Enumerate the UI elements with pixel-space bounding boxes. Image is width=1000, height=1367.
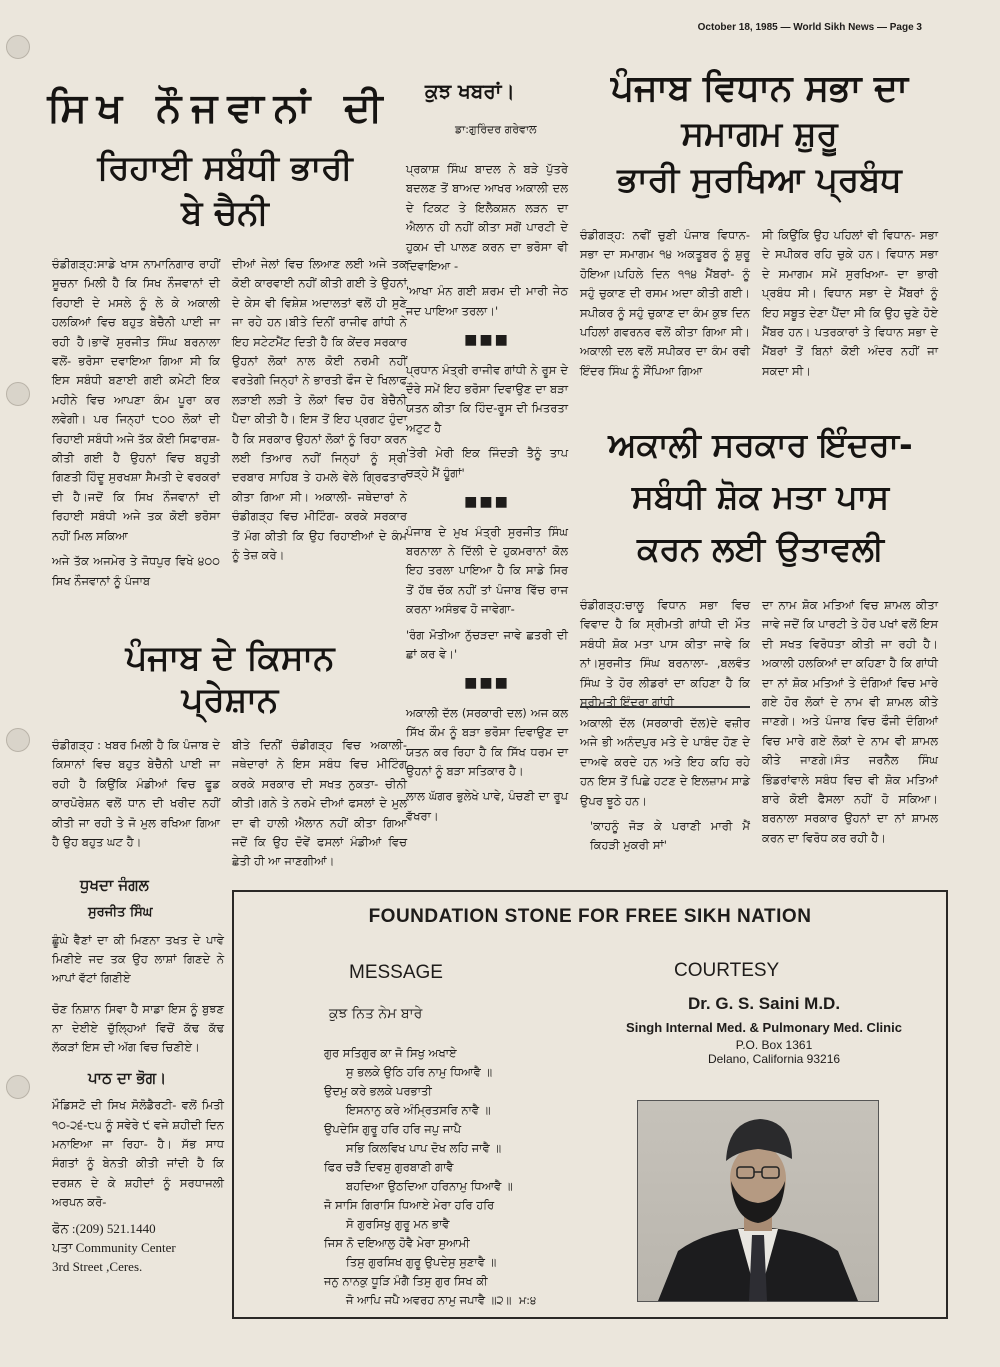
ad-address — [674, 1038, 874, 1066]
story1-column-2 — [232, 255, 407, 572]
story1-paragraph: ਅਜੇ ਤੱਕ ਅਜਮੇਰ ਤੇ ਜੋਧਪੁਰ ਵਿਖੇ ੪੦੦ ਸਿਖ ਨੌਜਵਾਨਾਂ ਨੂੰ ਪੰਜਾਬ — [52, 554, 220, 588]
poem-author: ਸੁਰਜੀਤ ਸਿੰਘ — [88, 905, 153, 921]
ad-po-box: P.O. Box 1361 — [735, 1038, 813, 1052]
hymn-line: ਬਹਦਿਆ ਉਠਦਿਆ ਹਰਿਨਾਮੁ ਧਿਆਵੈ ॥ — [346, 1179, 513, 1193]
portrait-illustration — [638, 1101, 878, 1301]
story1-paragraph: ਦੀਆਂ ਜੇਲਾਂ ਵਿਚ ਲਿਆਣ ਲਈ ਅਜੇ ਤਕ ਕੋਈ ਕਾਰਵਾਈ ਨਹੀਂ ਕੀਤੀ ਗਈ ਤੇ ਉਹਨਾਂ ਦੇ ਕੇਸ ਵੀ ਵਿਸ਼ੇਸ਼ ਅਦਾਲਤਾਂ ਵਲੋਂ ਹੀ ਸੁਣੇ ਜਾ ਰਹੇ ਹਨ।ਬੀਤੇ ਦਿਨੀਂ ਰਾਜੀਵ ਗਾਂਧੀ ਨੇ ਇਹ ਸਟੇਟਮੈਂਟ ਦਿਤੀ ਹੈ ਕਿ ਕੇਂਦਰ ਸਰਕਾਰ ਉਹਨਾਂ ਲੋਕਾਂ ਨਾਲ ਕੋਈ ਨਰਮੀ ਨਹੀਂ ਵਰਤੇਗੀ ਜਿਨ੍ਹਾਂ ਨੇ ਭਾਰਤੀ ਫੌਜ ਦੇ ਖਿਲਾਫ ਲੜਾਈ ਲੜੀ ਤੇ ਲੋਕਾਂ ਵਿਚ ਹੋਰ ਬੇਚੈਨੀ ਪੈਦਾ ਕੀਤੀ ਹੈ। ਇਸ ਤੋਂ ਇਹ ਪ੍ਰਗਟ ਹੁੰਦਾ ਹੈ ਕਿ ਸਰਕਾਰ ਉਹਨਾਂ ਲੋਕਾਂ ਨੂੰ ਰਿਹਾ ਕਰਨ ਲਈ ਤਿਆਰ ਨਹੀਂ ਜਿਨ੍ਹਾਂ ਨੂੰ ਸ੍ਰੀ ਦਰਬਾਰ ਸਾਹਿਬ ਤੇ ਹਮਲੇ ਵੇਲੇ ਗ੍ਰਿਫਤਾਰ ਕੀਤਾ ਗਿਆ ਸੀ। ਅਕਾਲੀ- ਜਥੇਦਾਰਾਂ ਨੇ ਚੰਡੀਗੜ੍ਹ ਵਿਚ ਮੀਟਿੰਗ- ਕਰਕੇ ਸਰਕਾਰ ਤੋਂ ਮੰਗ ਕੀਤੀ ਕਿ ਉਹ ਰਿਹਾਈਆਂ ਦੇ ਕੰਮ ਨੂੰ ਤੇਜ਼ ਕਰੇ। — [232, 257, 407, 563]
story4-headline-line2: ਸਬੰਧੀ ਸ਼ੋਕ ਮਤਾ ਪਾਸ — [631, 477, 890, 516]
story3-headline-line2: ਸਮਾਗਮ ਸ਼ੁਰੂ — [681, 114, 838, 154]
hymn-line: ਗੁਰ ਸਤਿਗੁਰ ਕਾ ਜੋ ਸਿਖੁ ਅਖਾਏ — [324, 1046, 457, 1060]
notice-title: ਪਾਠ ਦਾ ਭੋਗ। — [88, 1068, 167, 1087]
poem-stanza: ਛੂੰਘੇ ਵੈਣਾਂ ਦਾ ਕੀ ਮਿਣਨਾ ਤਖਤ ਦੇ ਪਾਵੇ ਮਿਣੀਏ ਜਦ ਤਕ ਉਹ ਲਾਸ਼ਾਂ ਗਿਣਦੇ ਨੇ ਆਪਾਂ ਵੱਟਾਂ ਗਿਣੀਏ — [52, 932, 224, 985]
story4-column-1 — [580, 596, 750, 718]
story4-column-2: ਦਾ ਨਾਮ ਸ਼ੋਕ ਮਤਿਆਂ ਵਿਚ ਸ਼ਾਮਲ ਕੀਤਾ ਜਾਵੇ ਜਦੋਂ ਕਿ ਪਾਰਟੀ ਤੇ ਹੋਰ ਪਖਾਂ ਵਲੋਂ ਇਸ ਦੀ ਸਖਤ ਵਿਰੋਧਤਾ ਕੀਤੀ ਜਾ ਰਹੀ ਹੈ। ਅਕਾਲੀ ਹਲਕਿਆਂ ਦਾ ਕਹਿਣਾ ਹੈ ਕਿ ਗਾਂਧੀ ਦਾ ਨਾਂ ਸ਼ੋਕ ਮਤਿਆਂ ਤੇ ਦੰਗਿਆਂ ਵਿਚ ਮਾਰੇ ਗਏ ਹੋਰ ਲੋਕਾਂ ਦੇ ਨਾਮ ਵੀ ਸ਼ਾਮਲ ਕੀਤੇ ਜਾਣਗੇ। ਅਤੇ ਪੰਜਾਬ ਵਿਚ ਫੌਜੀ ਦੰਗਿਆਂ ਵਿਚ ਮਾਰੇ ਗਏ ਲੋਕਾਂ ਦੇ ਨਾਮ ਵੀ ਸ਼ਾਮਲ ਕੀਤੇ ਜਾਣਗੇ।ਸੰਤ ਜਰਨੈਲ ਸਿੰਘ ਭਿੰਡਰਾਂਵਾਲੇ ਸਬੰਧ ਵਿਚ ਵੀ ਸ਼ੋਕ ਮਤਿਆਂ ਬਾਰੇ ਕੋਈ ਫੈਸਲਾ ਨਹੀਂ ਹੋ ਸਕਿਆ। ਬਰਨਾਲਾ ਸਰਕਾਰ ਉਹਨਾਂ ਦਾ ਨਾਂ ਸ਼ਾਮਲ ਕਰਨ ਦਾ ਵਿਰੋਧ ਕਰ ਰਹੀ ਹੈ। — [762, 598, 938, 845]
story1-headline-line3: ਬੇ ਚੈਨੀ — [181, 193, 269, 233]
punch-hole — [6, 35, 30, 59]
story2-column-1: ਚੰਡੀਗੜ੍ਹ : ਖਬਰ ਮਿਲੀ ਹੈ ਕਿ ਪੰਜਾਬ ਦੇ ਕਿਸਾਨਾਂ ਵਿਚ ਬਹੁਤ ਬੇਚੈਨੀ ਪਾਈ ਜਾ ਰਹੀ ਹੈ ਕਿਉਂਕਿ ਮੰਡੀਆਂ ਵਿਚ ਫੂਡ ਕਾਰਪੋਰੇਸ਼ਨ ਵਲੋਂ ਧਾਨ ਦੀ ਖਰੀਦ ਨਹੀਂ ਕੀਤੀ ਜਾ ਰਹੀ ਤੇ ਜੋ ਮੁਲ ਰਖਿਆ ਗਿਆ ਹੈ ਉਹ ਬਹੁਤ ਘਟ ਹੈ। — [52, 738, 220, 850]
story2-headline-line1: ਪੰਜਾਬ ਦੇ ਕਿਸਾਨ — [125, 638, 335, 678]
punch-hole — [6, 382, 30, 406]
story2-headline-line2: ਪ੍ਰੇਸ਼ਾਨ — [181, 680, 279, 720]
news-brief-item: ਪ੍ਰਧਾਨ ਮੰਤ੍ਰੀ ਰਾਜੀਵ ਗਾਂਧੀ ਨੇ ਰੂਸ ਦੇ ਦੌਰੇ ਸਮੇਂ ਇਹ ਭਰੋਸਾ ਦਿਵਾਉਣ ਦਾ ਬੜਾ ਯਤਨ ਕੀਤਾ ਕਿ ਹਿੰਦ-ਰੂਸ ਦੀ ਮਿਤਰਤਾ ਅਟੁਟ ਹੈ — [406, 362, 568, 435]
hymn-line: ਜੋ ਸਾਸਿ ਗਿਰਾਸਿ ਧਿਆਏ ਮੇਰਾ ਹਰਿ ਹਰਿ — [324, 1198, 495, 1212]
story4-column-1b — [580, 714, 750, 866]
ad-hymn — [324, 1044, 513, 1310]
news-brief-headline: ਕੁਝ ਖਬਰਾਂ। — [425, 79, 515, 103]
story4-quote: 'ਕਾਹਨੂੰ ਜੋੜ ਕੇ ਪਰਾਣੀ ਮਾਰੀ ਮੈਂ ਕਿਹੜੀ ਮੁਕਰੀ ਸਾਂ' — [590, 819, 750, 853]
poem-title: ਧੁਖਦਾ ਜੰਗਲ — [80, 876, 149, 894]
ad-city: Delano, California 93216 — [707, 1052, 841, 1066]
story4-headline-line3: ਕਰਨ ਲਈ ਉਤਾਵਲੀ — [637, 529, 884, 568]
hymn-line: ਫਿਰ ਚੜੈ ਦਿਵਸੁ ਗੁਰਬਾਣੀ ਗਾਵੈ — [324, 1160, 454, 1174]
story3-headline-line3: ਭਾਰੀ ਸੁਰਖਿਆ ਪ੍ਰਬੰਧ — [617, 160, 902, 200]
hymn-line: ਇਸਨਾਨੁ ਕਰੇ ਅੰਮ੍ਰਿਤਸਰਿ ਨਾਵੈ ॥ — [346, 1103, 491, 1117]
notice-address-line2: 3rd Street ,Ceres. — [52, 1259, 143, 1275]
news-brief-column — [406, 160, 568, 836]
tie-shape — [749, 1235, 767, 1301]
story1-headline-line1: ਸਿਖ ਨੌਜਵਾਨਾਂ ਦੀ — [47, 85, 393, 131]
hymn-line: ਜਿਸ ਨੋ ਦਇਆਲੁ ਹੋਵੈ ਮੇਰਾ ਸੁਆਮੀ — [324, 1236, 470, 1250]
story4-headline-line1: ਅਕਾਲੀ ਸਰਕਾਰ ਇੰਦਰਾ- — [608, 425, 913, 464]
story3-column-2: ਸੀ ਕਿਉਂਕਿ ਉਹ ਪਹਿਲਾਂ ਵੀ ਵਿਧਾਨ- ਸਭਾ ਦੇ ਸਪੀਕਰ ਰਹਿ ਚੁਕੇ ਹਨ। ਵਿਧਾਨ ਸਭਾ ਦੇ ਸਮਾਗਮ ਸਮੇਂ ਸੁਰਖਿਆ- ਦਾ ਭਾਰੀ ਪ੍ਰਬੰਧ ਸੀ। ਵਿਧਾਨ ਸਭਾ ਦੇ ਮੈਂਬਰਾਂ ਨੂੰ ਇਹ ਸਬੂਤ ਦੇਣਾ ਪੈਂਦਾ ਸੀ ਕਿ ਉਹ ਚੁਣੇ ਹੋਏ ਮੈਂਬਰ ਹਨ। ਪਤਰਕਾਰਾਂ ਤੇ ਵਿਧਾਨ ਸਭਾ ਦੇ ਮੈਂਬਰਾਂ ਤੋਂ ਬਿਨਾਂ ਕੋਈ ਅੰਦਰ ਨਹੀਂ ਜਾ ਸਕਦਾ ਸੀ। — [762, 228, 938, 378]
ad-courtesy-label: COURTESY — [674, 960, 780, 981]
news-brief-item: ਪੰਜਾਬ ਦੇ ਮੁਖ ਮੰਤ੍ਰੀ ਸੁਰਜੀਤ ਸਿੰਘ ਬਰਨਾਲਾ ਨੇ ਦਿੱਲੀ ਦੇ ਹੁਕਮਰਾਨਾਂ ਕੋਲ ਇਹ ਤਰਲਾ ਪਾਇਆ ਹੈ ਕਿ ਸਾਡੇ ਸਿਰ ਤੋਂ ਹੱਥ ਚੱਕ ਨਹੀਂ ਤਾਂ ਪੰਜਾਬ ਵਿੱਚ ਰਾਜ ਕਰਨਾ ਅਸੰਭਵ ਹੋ ਜਾਵੇਗਾ- — [406, 524, 568, 617]
hymn-line: ਸੁ ਭਲਕੇ ਉਠਿ ਹਰਿ ਨਾਮੁ ਧਿਆਵੈ ॥ — [346, 1065, 493, 1079]
story4-paragraph: ਅਕਾਲੀ ਦੱਲ (ਸਰਕਾਰੀ ਦੱਲ)ਦੇ ਵਜ਼ੀਰ ਅਜੇ ਭੀ ਅਨੰਦਪੁਰ ਮਤੇ ਦੇ ਪਾਬੰਦ ਹੋਣ ਦੇ ਦਾਅਵੇ ਕਰਦੇ ਹਨ ਅਤੇ ਇਹ ਕਹਿ ਰਹੇ ਹਨ ਇਸ ਤੋਂ ਪਿਛੇ ਹਟਣ ਦੇ ਇਲਜ਼ਾਮ ਸਾਡੇ ਉਪਰ ਝੂਠੇ ਹਨ। — [580, 716, 750, 808]
notice-phone: ਫੋਨ :(209) 521.1440 — [52, 1220, 156, 1236]
ad-hymn-title: ਕੁਝ ਨਿਤ ਨੇਮ ਬਾਰੇ — [329, 1006, 423, 1022]
ad-title: FOUNDATION STONE FOR FREE SIKH NATION — [368, 906, 812, 927]
hymn-line: ਜਨੁ ਨਾਨਕੁ ਧੂੜਿ ਮੰਗੈ ਤਿਸੁ ਗੁਰ ਸਿਖ ਕੀ — [324, 1274, 488, 1288]
story3-column-1: ਚੰਡੀਗੜ੍ਹ: ਨਵੀਂ ਚੁਣੀ ਪੰਜਾਬ ਵਿਧਾਨ- ਸਭਾ ਦਾ ਸਮਾਗਮ ੧੪ ਅਕਤੂਬਰ ਨੂੰ ਸ਼ੁਰੂ ਹੋਇਆ।ਪਹਿਲੇ ਦਿਨ ੧੧੪ ਮੈਂਬਰਾਂ- ਨੂੰ ਸਹੁੰ ਚੁਕਾਣ ਦੀ ਰਸਮ ਅਦਾ ਕੀਤੀ ਗਈ। ਸਪੀਕਰ ਨੂੰ ਸਹੁੰ ਚੁਕਾਣ ਦਾ ਕੰਮ ਕੁਝ ਦਿਨ ਪਹਿਲਾਂ ਗਵਰਨਰ ਵਲੋਂ ਕੀਤਾ ਗਿਆ ਸੀ। ਅਕਾਲੀ ਦਲ ਵਲੋਂ ਸਪੀਕਰ ਦਾ ਕੰਮ ਰਵੀ ਇੰਦਰ ਸਿੰਘ ਨੂੰ ਸੌਂਪਿਆ ਗਿਆ — [580, 228, 750, 378]
hymn-line: ਉਦਮੁ ਕਰੇ ਭਲਕੇ ਪਰਭਾਤੀ — [324, 1084, 432, 1098]
hymn-line: ਤਿਸੁ ਗੁਰਸਿਖ ਗੁਰੂ ਉਪਦੇਸੁ ਸੁਣਾਵੈ ॥ — [346, 1255, 497, 1269]
poem-section — [52, 876, 224, 1277]
story3-headline-line1: ਪੰਜਾਬ ਵਿਧਾਨ ਸਭਾ ਦਾ — [610, 68, 909, 109]
divider-rule — [580, 706, 750, 708]
news-brief-quote: ਲਾਲ ਘੱਗਰ ਭੁਲੇਖੇ ਪਾਵੇ, ਪੰਚਣੀ ਦਾ ਰੂਪ ਵੱਖਰਾ। — [406, 789, 568, 823]
hymn-line: ਉਪਦੇਸਿ ਗੁਰੂ ਹਰਿ ਹਰਿ ਜਪੁ ਜਾਪੈ — [324, 1122, 462, 1136]
news-brief-item: ਪ੍ਰਕਾਸ਼ ਸਿੰਘ ਬਾਦਲ ਨੇ ਬੜੇ ਪੁੱਤਰੇ ਬਦਲਣ ਤੋਂ ਬਾਅਦ ਆਖਰ ਅਕਾਲੀ ਦਲ ਦੇ ਟਿਕਟ ਤੇ ਇਲੈਕਸ਼ਨ ਲੜਨ ਦਾ ਐਲਾਨ ਹੀ ਨਹੀਂ ਕੀਤਾ ਸਗੋਂ ਪਾਰਟੀ ਦੇ ਹੁਕਮ ਦੀ ਪਾਲਣ ਕਰਨ ਦਾ ਭਰੋਸਾ ਵੀ ਦਿਵਾਇਆ - — [406, 162, 568, 274]
poem-stanza: ਚੋਣ ਨਿਸ਼ਾਨ ਸਿਵਾ ਹੈ ਸਾਡਾ ਇਸ ਨੂੰ ਬੁਝਣ ਨਾ ਦੇਈਏ ਚੁੱਲ੍ਹਿਆਂ ਵਿਚੋਂ ਕੱਢ ਕੱਢ ਲੱਕੜਾਂ ਇਸ ਦੀ ਅੱਗ ਵਿਚ ਚਿਣੀਏ। — [52, 1001, 224, 1054]
news-brief-item: ਅਕਾਲੀ ਦੱਲ (ਸਰਕਾਰੀ ਦਲ) ਅਜ ਕਲ ਸਿੱਖ ਕੌਮ ਨੂੰ ਬੜਾ ਭਰੋਸਾ ਦਿਵਾਉਣ ਦਾ ਯਤਨ ਕਰ ਰਿਹਾ ਹੈ ਕਿ ਸਿੱਖ ਧਰਮ ਦਾ ਉਹਨਾਂ ਨੂੰ ਬੜਾ ਸਤਿਕਾਰ ਹੈ। — [406, 705, 568, 778]
story4-paragraph: ਚੰਡੀਗੜ੍ਹ:ਚਾਲੂ ਵਿਧਾਨ ਸਭਾ ਵਿਚ ਵਿਵਾਦ ਹੈ ਕਿ ਸ੍ਰੀਮਤੀ ਗਾਂਧੀ ਦੀ ਮੌਤ ਸਬੰਧੀ ਸ਼ੋਕ ਮਤਾ ਪਾਸ ਕੀਤਾ ਜਾਵੇ ਕਿ ਨਾਂ।ਸੁਰਜੀਤ ਸਿੰਘ ਬਰਨਾਲਾ- ,ਬਲਵੰਤ ਸਿੰਘ ਤੇ ਹੋਰ ਲੀਡਰਾਂ ਦਾ ਕਹਿਣਾ ਹੈ ਕਿ ਸ੍ਰੀਮਤੀ ਇੰਦਰਾ ਗਾਂਧੀ — [580, 598, 750, 710]
punch-hole — [6, 1075, 30, 1099]
news-brief-quote: 'ਤੇਰੀ ਮੇਰੀ ਇਕ ਜਿੰਦੜੀ ਤੈਨੂੰ ਤਾਪ ਚੜ੍ਹੇ ਮੈਂ ਹੂੰਗਾਂ' — [406, 446, 568, 480]
story1-headline-line2: ਰਿਹਾਈ ਸਬੰਧੀ ਭਾਰੀ — [97, 148, 353, 188]
doctor-portrait-photo — [637, 1100, 879, 1302]
hymn-line: ਸੋ ਗੁਰਸਿਖੁ ਗੁਰੂ ਮਨ ਭਾਵੈ — [346, 1217, 450, 1231]
separator-dots: ■■■ — [464, 332, 510, 349]
advertisement-box — [232, 890, 948, 1319]
poem-body — [52, 931, 224, 1057]
news-brief-quote: 'ਰੰਗ ਮੋਤੀਆ ਨੁੱਚੜਦਾ ਜਾਵੇ ਛਤਰੀ ਦੀ ਛਾਂ ਕਰ ਵੇ।' — [406, 627, 568, 661]
ad-doctor-name: Dr. G. S. Saini M.D. — [687, 994, 841, 1013]
page-folio: October 18, 1985 — World Sikh News — Page 3 — [697, 22, 922, 33]
ad-hymn-reference: ਮ:੪ — [519, 1294, 537, 1307]
story2-column-2: ਬੀਤੇ ਦਿਨੀਂ ਚੰਡੀਗੜ੍ਹ ਵਿਚ ਅਕਾਲੀ- ਜਥੇਦਾਰਾਂ ਨੇ ਇਸ ਸਬੰਧ ਵਿਚ ਮੀਟਿੰਗ ਕਰਕੇ ਸਰਕਾਰ ਦੀ ਸਖਤ ਨੁਕਤਾ- ਚੀਨੀ ਕੀਤੀ।ਗਨੇ ਤੇ ਨਰਮੇ ਦੀਆਂ ਫਸਲਾਂ ਦੇ ਮੁਲ ਦਾ ਵੀ ਹਾਲੀ ਐਲਾਨ ਨਹੀਂ ਕੀਤਾ ਗਿਆ ਜਦੋਂ ਕਿ ਉਹ ਦੋਵੇਂ ਫਸਲਾਂ ਮੰਡੀਆਂ ਵਿਚ ਛੇਤੀ ਹੀ ਆ ਜਾਣਗੀਆਂ। — [232, 738, 407, 869]
separator-dots: ■■■ — [464, 675, 510, 692]
notice-address-line1: ਪਤਾ Community Center — [52, 1240, 176, 1256]
hymn-line: ਸਭਿ ਕਿਲਵਿਖ ਪਾਪ ਦੋਖ ਲਹਿ ਜਾਵੈ ॥ — [346, 1141, 502, 1155]
ad-clinic-name: Singh Internal Med. & Pulmonary Med. Clinic — [626, 1020, 902, 1035]
ad-message-label: MESSAGE — [349, 962, 443, 983]
story1-paragraph: ਚੰਡੀਗੜ੍ਹ:ਸਾਡੇ ਖਾਸ ਨਾਮਾਨਿਗਾਰ ਰਾਹੀਂ ਸੂਚਨਾ ਮਿਲੀ ਹੈ ਕਿ ਸਿਖ ਨੌਜਵਾਨਾਂ ਦੀ ਰਿਹਾਈ ਦੇ ਮਸਲੇ ਨੂੰ ਲੇ ਕੇ ਅਕਾਲੀ ਹਲਕਿਆਂ ਵਿਚ ਬਹੁਤ ਬੇਚੈਨੀ ਪਾਈ ਜਾ ਰਹੀ ਹੈ।ਭਾਵੇਂ ਸੁਰਜੀਤ ਸਿੰਘ ਬਰਨਾਲਾ ਵਲੋਂ- ਭਰੋਸਾ ਦਵਾਇਆ ਗਿਆ ਸੀ ਕਿ ਇਸ ਸਬੰਧੀ ਬਣਾਈ ਗਈ ਕਮੇਟੀ ਇਕ ਮਹੀਨੇ ਵਿਚ ਆਪਣਾ ਕੰਮ ਪੂਰਾ ਕਰ ਲਵੇਗੀ। ਪਰ ਜਿਨ੍ਹਾਂ ੮੦੦ ਲੋਕਾਂ ਦੀ ਰਿਹਾਈ ਸਬੰਧੀ ਅਜੇ ਤੱਕ ਕੋਈ ਸਿਫਾਰਸ਼- ਕੀਤੀ ਗਈ ਹੈ ਉਹਨਾਂ ਵਿਚ ਬਹੁਤੀ ਗਿਣਤੀ ਹਿੰਦੂ ਸੁਰਖਸ਼ਾ ਸੈਮਤੀ ਦੇ ਵਰਕਰਾਂ ਦੀ ਹੈ।ਜਦੋਂ ਕਿ ਸਿਖ ਨੌਜਵਾਨਾਂ ਦੀ ਰਿਹਾਈ ਸਬੰਧੀ ਅਜੇ ਤਕ ਕੋਈ ਭਰੋਸਾ ਨਹੀਂ ਮਿਲ ਸਕਿਆ — [52, 257, 220, 543]
news-brief-byline: ਡਾ:ਗੁਰਿੰਦਰ ਗਰੇਵਾਲ — [455, 123, 537, 136]
news-brief-quote: 'ਆਖਾ ਮੰਨ ਗਈ ਸ਼ਰਮ ਦੀ ਮਾਰੀ ਜੇਠ ਜਦ ਪਾਇਆ ਤਰਲਾ।' — [406, 284, 568, 318]
story1-column-1 — [52, 255, 220, 597]
hymn-line: ਜੋ ਆਪਿ ਜਪੈ ਅਵਰਹ ਨਾਮੁ ਜਪਾਵੈ ॥੨॥ — [346, 1293, 512, 1307]
separator-dots: ■■■ — [464, 494, 510, 511]
punch-hole — [6, 728, 30, 752]
notice-body: ਮੌਡਿਸਟੋ ਦੀ ਸਿਖ ਸੋਲੋਡੈਰਟੀ- ਵਲੋਂ ਮਿਤੀ ੧੦-੨੬-੮੫ ਨੂੰ ਸਵੇਰੇ ੯ ਵਜੇ ਸ਼ਹੀਦੀ ਦਿਨ ਮਨਾਇਆ ਜਾ ਰਿਹਾ- ਹੈ। ਸੱਭ ਸਾਧ ਸੰਗਤਾਂ ਨੂੰ ਬੇਨਤੀ ਕੀਤੀ ਜਾਂਦੀ ਹੈ ਕਿ ਦਰਸ਼ਨ ਦੇ ਕੇ ਸ਼ਹੀਦਾਂ ਨੂੰ ਸਰਧਾਜਲੀ ਅਰਪਨ ਕਰੋ- — [52, 1098, 224, 1210]
